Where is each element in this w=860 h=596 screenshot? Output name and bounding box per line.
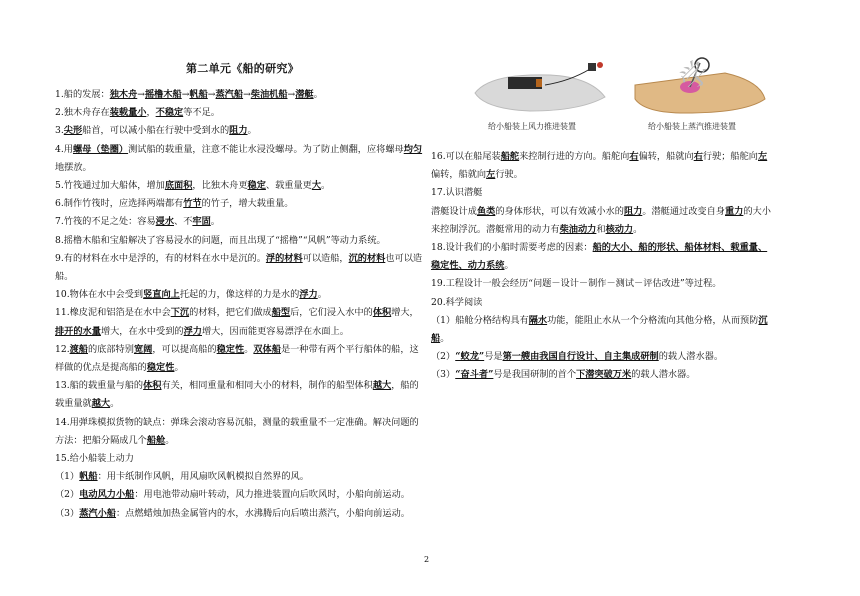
- key-term: 船型: [271, 307, 291, 319]
- left-column: [55, 86, 423, 523]
- key-term: 体积: [143, 380, 162, 392]
- text-segment: 的大小来控制浮沉。潜艇常用的动力有: [431, 205, 771, 235]
- key-term: 底面积: [164, 180, 193, 192]
- text-segment: 10.物体在水中会受到: [55, 289, 144, 301]
- text-segment: 偏转，船就向: [431, 169, 487, 181]
- text-segment: 等不足。: [183, 107, 220, 119]
- right-column: [431, 148, 776, 385]
- text-segment: 的竹子，增大载重量。: [201, 198, 294, 210]
- key-term: 右: [629, 151, 639, 162]
- wind-boat-caption: 给小船装上风力推进装置: [488, 122, 576, 131]
- text-segment: 和: [596, 223, 606, 235]
- text-segment: 功能，能阻止水从一个分格流向其他分格，从而预防: [547, 314, 759, 326]
- key-term: 稳定性: [146, 362, 175, 374]
- text-segment: →: [181, 89, 190, 100]
- text-segment: 行驶；船舵向: [702, 151, 758, 162]
- key-term: 稳定: [247, 180, 266, 192]
- text-segment: 。: [440, 333, 450, 345]
- list-item: [55, 141, 423, 177]
- key-term: 左: [486, 169, 496, 181]
- text-segment: 。: [504, 260, 514, 272]
- key-term: 竖直向上: [143, 289, 180, 301]
- key-term: 浮的材料: [265, 252, 303, 264]
- text-segment: 11.橡皮泥和铝箔是在水中会: [55, 307, 171, 319]
- boat-images: [470, 55, 770, 140]
- text-segment: 9.有的材料在水中是浮的，有的材料在水中是沉的。: [55, 252, 266, 264]
- text-segment: 增大，在水中受到的: [100, 325, 184, 337]
- key-term: 浸水: [155, 216, 175, 228]
- key-term: 装载量小: [109, 107, 147, 119]
- key-term: 鱼类: [476, 205, 496, 217]
- text-segment: 5.竹筏通过加大船体，增加: [55, 180, 165, 192]
- key-term: 牢固: [192, 216, 211, 228]
- text-segment: 号是我国研制的首个: [493, 369, 577, 381]
- text-segment: →: [207, 89, 216, 100]
- text-segment: 。: [110, 398, 120, 410]
- key-term: 电动风力小船: [79, 489, 135, 501]
- text-segment: 14.用弹珠模拟货物的缺点：弹珠会滚动容易沉船，测量的载重量不一定准确。解决问题的方法：把船分隔成几个: [55, 416, 419, 446]
- left-item-list: [55, 86, 423, 523]
- text-segment: ：用电池带动扇叶转动，风力推进装置向后吹风时，小船向前运动。: [134, 489, 410, 501]
- key-term: 稳定性: [216, 343, 245, 355]
- text-segment: 17.认识潜艇: [431, 187, 483, 199]
- key-term: 阻力: [229, 125, 248, 137]
- text-segment: 的载人潜水器。: [658, 351, 724, 363]
- key-term: 宽阔: [133, 343, 153, 355]
- text-segment: 。: [174, 362, 184, 374]
- text-segment: 1.船的发展：: [55, 89, 110, 100]
- key-term: 潜艇: [295, 89, 314, 100]
- page-title: 第二单元《船的研究》: [186, 62, 299, 75]
- key-term: 蒸汽小船: [79, 507, 116, 519]
- key-term: 沉的材料: [348, 252, 386, 264]
- list-item: [55, 177, 423, 195]
- text-segment: 也可以造船。: [55, 252, 423, 283]
- text-segment: （1）: [55, 471, 80, 483]
- text-segment: ，可以提高船的: [152, 343, 217, 355]
- key-term: 重力: [725, 205, 744, 217]
- text-segment: 20.科学阅读: [431, 296, 483, 308]
- text-segment: ，: [146, 107, 156, 119]
- key-term: 船舱: [146, 434, 166, 446]
- key-term: 不稳定: [155, 107, 184, 119]
- list-item: [55, 468, 423, 486]
- page-number: 2: [424, 555, 430, 564]
- text-segment: ，船的载重量就: [55, 380, 419, 410]
- text-segment: 13.船的载重量与船的: [55, 380, 144, 392]
- text-segment: 18.设计我们的小船时需要考虑的因素：: [431, 242, 593, 254]
- text-segment: 的材料，把它们做成: [189, 307, 272, 319]
- text-segment: 托起的力，像这样的力是水的: [179, 289, 300, 301]
- key-term: 船的大小、船的形状、船体材料、载重量、稳定性、动力系统: [431, 242, 768, 272]
- key-term: 越大: [91, 398, 111, 410]
- text-segment: （1）船舱分格结构具有: [431, 314, 529, 326]
- text-segment: 增大，因而能更容易漂浮在水面上。: [202, 325, 349, 337]
- text-segment: 2.独木舟存在: [55, 107, 110, 119]
- key-term: 下沉: [170, 307, 190, 319]
- text-segment: 增大，: [391, 307, 419, 319]
- text-segment: 船首，可以减小船在行驶中受到水的: [82, 125, 230, 137]
- text-segment: 。: [313, 89, 323, 100]
- text-segment: ：用卡纸制作风帆，用风扇吹风帆模拟自然界的风。: [97, 471, 309, 483]
- text-segment: ：点燃蜡烛加热金属管内的水，水沸腾后向后喷出蒸汽，小船向前运动。: [115, 507, 410, 519]
- text-segment: 3.: [55, 125, 64, 137]
- right-item-list: [431, 148, 776, 385]
- key-term: 下潜突破万米: [576, 369, 632, 381]
- text-segment: 。: [247, 125, 257, 137]
- text-segment: 地摆放。: [55, 161, 92, 173]
- key-term: 隔水: [528, 314, 548, 326]
- list-item: [431, 366, 776, 384]
- key-term: 第一艘由我国自行设计、自主集成研制: [502, 351, 659, 363]
- list-item: [431, 148, 776, 184]
- key-term: 右: [693, 151, 703, 162]
- text-segment: 来控制行进的方向。船舵向: [519, 151, 630, 162]
- text-segment: 15.给小船装上动力: [55, 453, 134, 465]
- key-term: 独木舟: [109, 89, 138, 100]
- text-segment: 潜艇设计成: [431, 205, 477, 217]
- text-segment: 12.: [55, 343, 70, 355]
- list-item: [55, 486, 423, 504]
- list-item: [55, 414, 423, 450]
- key-term: 摇橹木船: [144, 89, 182, 100]
- list-item: [55, 232, 423, 250]
- key-term: 均匀: [403, 143, 423, 155]
- list-item: [55, 86, 423, 104]
- text-segment: 19.工程设计一般会经历“问题－设计－制作－测试－评估改进”等过程。: [431, 278, 722, 290]
- text-segment: 是一种带有两个平行船体的船，这样做的优点是提高船的: [55, 343, 419, 374]
- text-segment: 4.用: [55, 143, 73, 155]
- key-term: 浮力: [299, 289, 318, 301]
- text-segment: 测试船的载重量，注意不能让水浸没螺母。为了防止侧翻，应将螺母: [128, 143, 404, 155]
- text-segment: 。: [633, 223, 643, 235]
- text-segment: （3）: [431, 369, 456, 381]
- list-item: [431, 203, 776, 239]
- key-term: 沉船: [431, 314, 768, 345]
- text-segment: （2）: [55, 489, 80, 501]
- text-segment: ，比独木舟更: [192, 180, 248, 192]
- list-item: [55, 377, 423, 413]
- wind-boat-image: [470, 55, 610, 117]
- key-term: 左: [758, 151, 768, 162]
- text-segment: 有关，相同重量和相同大小的材料，制作的船型体积: [161, 380, 373, 392]
- key-term: 帆船: [189, 89, 208, 100]
- key-term: 柴油动力: [559, 223, 597, 235]
- text-segment: 。潜艇通过改变自身: [642, 205, 725, 217]
- text-segment: 。: [244, 343, 254, 355]
- key-term: 帆船: [79, 471, 98, 483]
- steam-boat-caption: 给小船装上蒸汽推进装置: [648, 122, 736, 131]
- list-item: [55, 450, 423, 468]
- text-segment: →: [137, 89, 145, 100]
- list-item: [55, 104, 423, 122]
- text-segment: 号是: [484, 351, 503, 363]
- key-term: 浮力: [183, 325, 202, 337]
- text-segment: 、载重量更: [265, 180, 312, 192]
- key-term: 尖形: [63, 125, 83, 137]
- text-segment: 6.制作竹筏时，应选择两端都有: [55, 198, 184, 210]
- key-term: “奋斗者”: [455, 369, 494, 381]
- list-item: [55, 213, 423, 231]
- text-segment: 的身体形状，可以有效减小水的: [495, 205, 624, 217]
- list-item: [55, 304, 423, 340]
- list-item: [55, 341, 423, 377]
- list-item: [431, 348, 776, 366]
- list-item: [431, 312, 776, 348]
- list-item: [55, 286, 423, 304]
- key-term: 船舵: [500, 151, 520, 162]
- key-term: 大: [311, 180, 322, 192]
- list-item: [55, 195, 423, 213]
- text-segment: 偏转，船就向: [638, 151, 694, 162]
- key-term: 阻力: [623, 205, 643, 217]
- list-item: [431, 239, 776, 275]
- text-segment: 。: [321, 180, 331, 192]
- text-segment: （3）: [55, 507, 80, 519]
- list-item: [55, 122, 423, 140]
- text-segment: 16.可以在船尾装: [431, 151, 501, 162]
- key-term: 螺母（垫圈）: [72, 143, 129, 155]
- text-segment: 、不: [174, 216, 193, 228]
- list-item: [431, 294, 776, 312]
- text-segment: →: [243, 89, 251, 100]
- key-term: 排开的水量: [55, 325, 101, 337]
- list-item: [431, 184, 776, 202]
- text-segment: 行驶。: [495, 169, 523, 181]
- text-segment: 的底部特别: [88, 343, 134, 355]
- list-item: [55, 505, 423, 523]
- key-term: 双体船: [253, 343, 281, 355]
- watermark: 学: [673, 54, 717, 98]
- key-term: 核动力: [605, 223, 634, 235]
- key-term: 越大: [372, 380, 392, 392]
- text-segment: 。: [165, 434, 175, 446]
- text-segment: （2）: [431, 351, 456, 363]
- key-term: 渡船: [69, 343, 88, 355]
- text-segment: 8.摇橹木船和宝船解决了容易浸水的问题，而且出现了“摇橹”“风帆”等动力系统。: [55, 234, 386, 246]
- text-segment: 可以造船，: [302, 252, 349, 264]
- key-term: 蒸汽船: [215, 89, 244, 100]
- text-segment: 。: [317, 289, 327, 301]
- key-term: “蛟龙”: [455, 351, 485, 363]
- key-term: 竹节: [183, 198, 202, 210]
- text-segment: 的载人潜水器。: [631, 369, 696, 381]
- text-segment: 。: [210, 216, 220, 228]
- list-item: [431, 275, 776, 293]
- text-segment: 7.竹筏的不足之处：容易: [55, 216, 156, 228]
- text-segment: 后，它们浸入水中的: [290, 307, 373, 319]
- key-term: 体积: [372, 307, 392, 319]
- list-item: [55, 250, 423, 286]
- text-segment: →: [287, 89, 296, 100]
- key-term: 柴油机船: [250, 89, 288, 100]
